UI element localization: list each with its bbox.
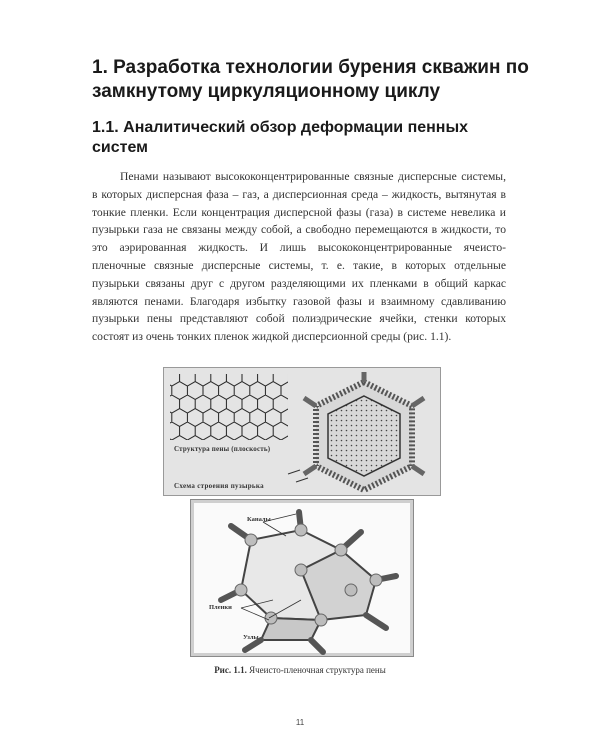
figure-label-structure: Структура пены (плоскость) <box>174 445 271 453</box>
page-title: 1. Разработка технологии бурения скважин по замкнутому циркуляционному циклу <box>92 57 529 102</box>
caption-number: Рис. 1.1. <box>214 665 247 675</box>
body-paragraph: Пенами называют высококонцентрированные связные дисперсные системы, в которых дисперсная фаза – газ, а дисперсионная среда – жидкость, вытянутая в тонкие пленки. Если концентрация дисперсной фазы (газа) в системе невелика и пузырьки газа не связаны между собой, а свободно перемещаются в жидкости, то это аэрированная жидкость. И лишь высококонцентрированные ячеисто-пленочные связные дисперсные системы, т. е. такие, в которых отдельные пузырьки связаны друг с другом разделяющими их пленками в общий каркас являются пенами. Благодаря избытку газовой фазы и взаимному сдавливанию пузырьки пены представляют собой полиэдрические ячейки, стенки которых состоят из очень тонких пленок жидкой дисперсионной среды (рис. 1.1). <box>92 170 506 344</box>
polyhedral-foam-figure <box>190 499 414 657</box>
foam-structure-figure <box>163 367 441 496</box>
hexagonal-foam-diagram <box>164 368 440 495</box>
caption-text: Ячеисто-пленочная структура пены <box>246 665 386 675</box>
figure-label-channels: Каналы <box>247 516 271 523</box>
figure-label-films: Пленки <box>209 604 232 611</box>
figure-label-scheme: Схема строения пузырька <box>174 482 264 490</box>
figure-caption <box>0 665 600 675</box>
polyhedral-cell-diagram <box>191 500 413 656</box>
section-title: 1.1. Аналитический обзор деформации пенных систем <box>92 119 469 156</box>
page-number: 11 <box>295 718 305 727</box>
figure-label-nodes: Узлы <box>243 634 259 641</box>
